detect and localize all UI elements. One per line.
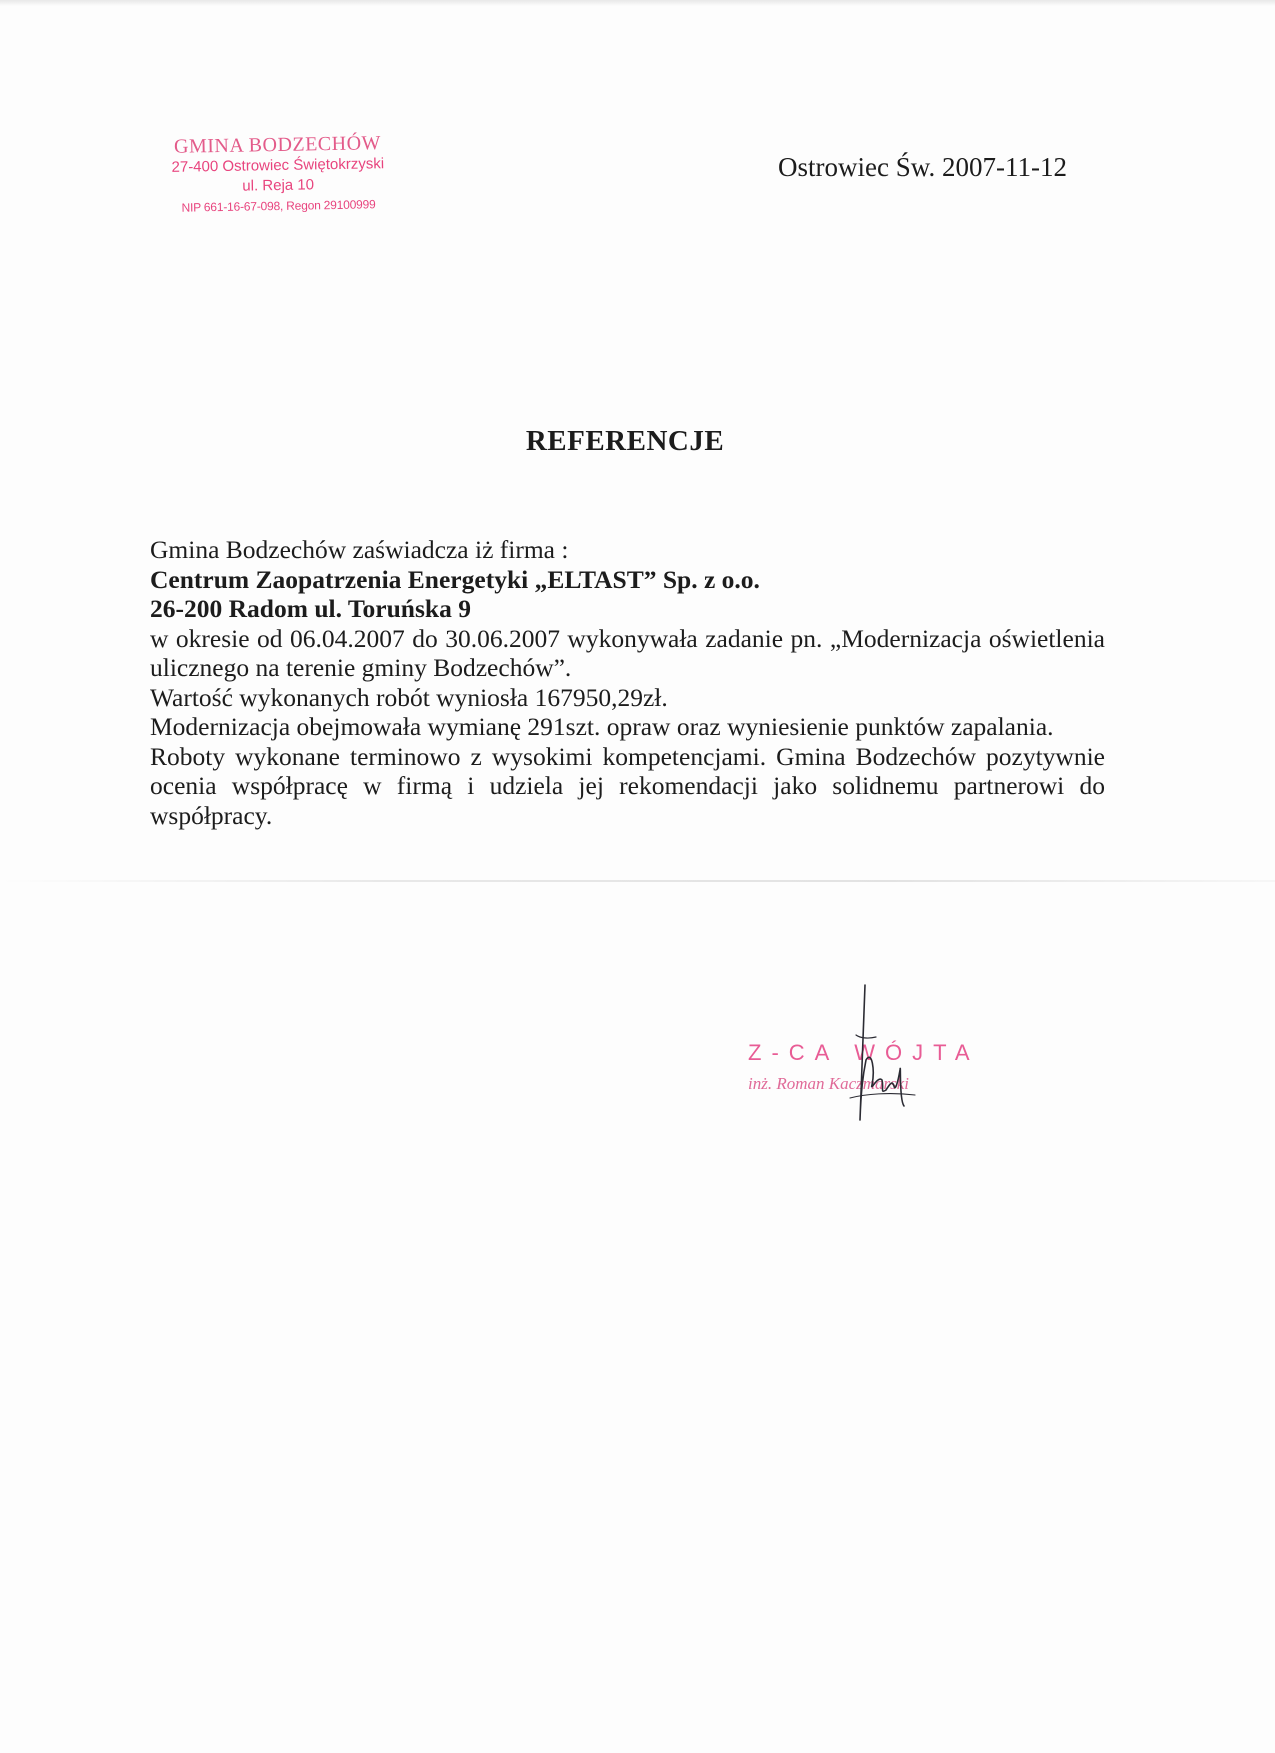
- paper-fold-line: [0, 880, 1275, 882]
- scope-paragraph: Modernizacja obejmowała wymianę 291szt. opraw oraz wyniesienie punktów zapalania.: [150, 712, 1054, 741]
- stamp-line-street: ul. Reja 10: [242, 176, 315, 195]
- stamp-line-city: 27-400 Ostrowiec Świętokrzyski: [171, 155, 385, 176]
- company-address: 26-200 Radom ul. Toruńska 9: [150, 594, 471, 623]
- value-paragraph: Wartość wykonanych robót wyniosła 167950,29zł.: [150, 682, 668, 712]
- place-and-date: Ostrowiec Św. 2007-11-12: [778, 152, 1067, 182]
- municipality-stamp: [127, 131, 428, 218]
- signatory-name: inż. Roman Kaczmarski: [748, 1074, 910, 1093]
- task-paragraph: w okresie od 06.04.2007 do 30.06.2007 wykonywała zadanie pn. „Modernizacja oświetlenia ulicznego na terenie gminy Bodzechów”.: [150, 623, 1105, 682]
- stamp-line-ids: NIP 661-16-67-098, Regon 29100999: [181, 197, 376, 215]
- company-name: Centrum Zaopatrzenia Energetyki „ELTAST” Sp. z o.o.: [150, 564, 760, 594]
- signatory-title: Z-CA WÓJTA: [748, 1040, 980, 1065]
- intro-line: Gmina Bodzechów zaświadcza iż firma :: [150, 535, 569, 564]
- scan-top-edge: [0, 0, 1275, 6]
- stamp-line-name: GMINA BODZECHÓW: [173, 132, 382, 158]
- recommendation-paragraph: Roboty wykonane terminowo z wysokimi kompetencjami. Gmina Bodzechów pozytywnie ocenia współpracę w firmą i udziela jej rekomendacji jako solidnemu partnerowi do współpracy.: [150, 741, 1105, 830]
- handwritten-signature: [820, 980, 940, 1125]
- document-title: REFERENCJE: [525, 425, 725, 457]
- letter-body: [150, 535, 1105, 830]
